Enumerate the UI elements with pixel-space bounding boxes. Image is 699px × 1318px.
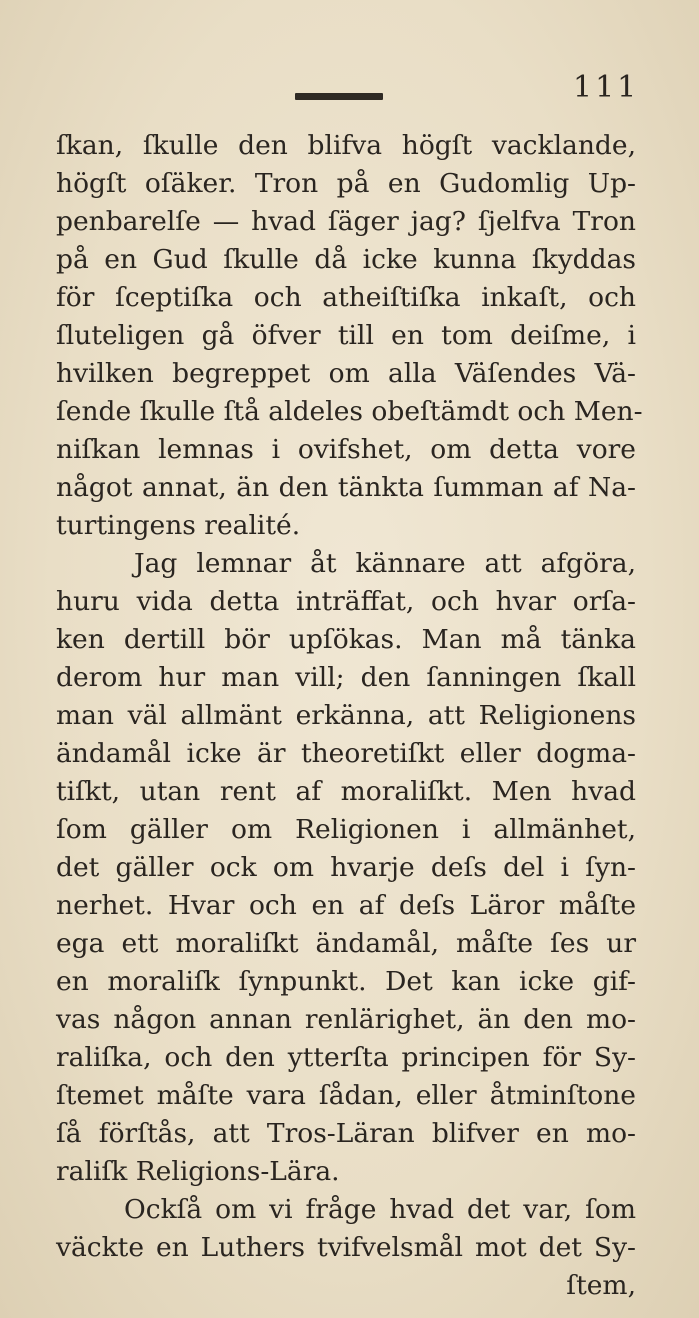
- text-line: Jag lemnar åt kännare att afgöra,: [134, 548, 636, 579]
- text-line: raliſk Religions-Lära.: [56, 1156, 340, 1187]
- text-line: Ockſå om vi fråge hvad det var, ſom: [124, 1194, 636, 1225]
- header-ornament-rule: [295, 93, 383, 100]
- page-number: 111: [573, 70, 640, 105]
- text-line: nerhet. Hvar och en af deſs Läror måſte: [56, 890, 636, 921]
- text-line: ſende ſkulle ſtå aldeles obeſtämdt och Men-: [56, 396, 643, 427]
- text-line: på en Gud ſkulle då icke kunna ſkyddas: [56, 244, 636, 275]
- text-line: ken dertill bör upſökas. Man må tänka: [56, 624, 636, 655]
- text-line: väckte en Luthers tvifvelsmål mot det Sy-: [56, 1232, 636, 1263]
- text-line: niſkan lemnas i ovifshet, om detta vore: [56, 434, 636, 465]
- text-line: en moraliſk ſynpunkt. Det kan icke gif-: [56, 966, 636, 997]
- text-line: ſkan, ſkulle den blifva högſt vacklande,: [56, 130, 636, 161]
- text-line: ega ett moraliſkt ändamål, måſte ſes ur: [56, 928, 636, 959]
- text-line: ſtemet måſte vara ſådan, eller åtminſtone: [56, 1080, 636, 1111]
- text-line: vas någon annan renlärighet, än den mo-: [56, 1004, 636, 1035]
- text-line: ſluteligen gå öfver till en tom deiſme, i: [56, 320, 636, 351]
- text-line: högſt oſäker. Tron på en Gudomlig Up-: [56, 168, 636, 199]
- text-line: något annat, än den tänkta ſumman af Na-: [56, 472, 636, 503]
- text-line: penbarelſe — hvad ſäger jag? ſjelfva Tron: [56, 206, 636, 237]
- text-line: för ſceptiſka och atheiſtiſka inkaſt, och: [56, 282, 636, 313]
- text-line: huru vida detta inträffat, och hvar orſa-: [56, 586, 636, 617]
- text-line: derom hur man vill; den ſanningen ſkall: [56, 662, 636, 693]
- text-line: ſtem,: [566, 1270, 636, 1301]
- text-line: man väl allmänt erkänna, att Religionens: [56, 700, 636, 731]
- text-line: ſå förſtås, att Tros-Läran blifver en mo-: [56, 1118, 636, 1149]
- text-line: raliſka, och den ytterſta principen för Sy-: [56, 1042, 636, 1073]
- text-line: tiſkt, utan rent af moraliſkt. Men hvad: [56, 776, 636, 807]
- text-line: det gäller ock om hvarje deſs del i ſyn-: [56, 852, 636, 883]
- text-line: ändamål icke är theoretiſkt eller dogma-: [56, 738, 636, 769]
- text-line: ſom gäller om Religionen i allmänhet,: [56, 814, 636, 845]
- text-line: hvilken begreppet om alla Väſendes Vä-: [56, 358, 636, 389]
- text-line: turtingens realité.: [56, 510, 301, 541]
